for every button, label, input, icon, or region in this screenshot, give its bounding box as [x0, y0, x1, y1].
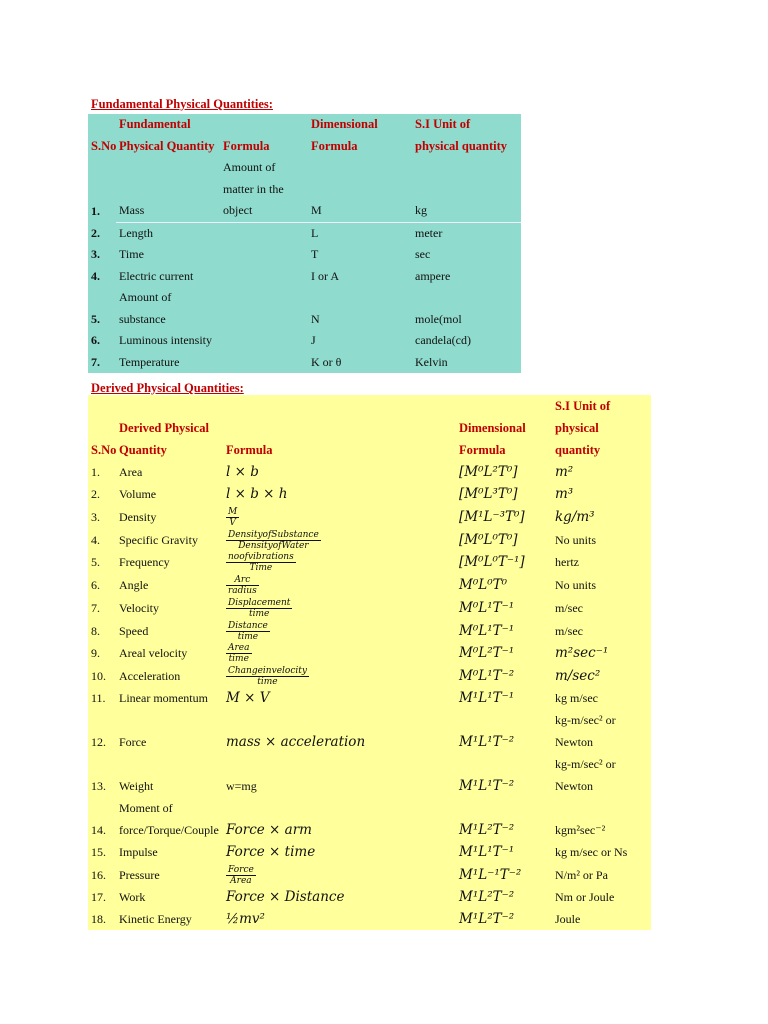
header-dimensional: Dimensional Formula [311, 117, 378, 153]
table-row [88, 908, 651, 930]
numerator: noofvibrations [228, 552, 294, 563]
table-row [88, 664, 651, 687]
formula-math: l × b [226, 464, 259, 480]
row-quantity: Kinetic Energy [119, 911, 192, 926]
row-quantity: Speed [119, 623, 149, 638]
row-dimensional: T [311, 247, 319, 261]
row-formula [220, 352, 308, 374]
row-quantity: Angle [119, 578, 149, 592]
dimensional-formula: M¹L¹T⁻¹ [459, 844, 515, 860]
unit-math: m/sec² [555, 668, 601, 684]
row-dimensional: I or A [311, 268, 339, 283]
row-unit: Kelvin [415, 354, 448, 369]
row-formula: w=mg [226, 779, 257, 793]
row-formula [223, 619, 456, 642]
row-dimensional [456, 886, 552, 908]
row-sno: 14. [91, 823, 106, 837]
numerator: Distance [228, 620, 268, 631]
fraction [226, 507, 239, 528]
row-sno: 16. [91, 867, 106, 882]
row-sno: 1. [91, 203, 100, 218]
row-dimensional [456, 573, 552, 596]
row-dimensional [456, 797, 552, 841]
fraction [226, 575, 259, 596]
row-quantity: Time [119, 247, 144, 261]
denominator: time [237, 631, 259, 642]
row-quantity: Electric current [119, 268, 194, 283]
row-formula [220, 222, 308, 244]
dimensional-formula: [M⁰L³T⁰] [459, 486, 518, 502]
row-dimensional [456, 908, 552, 930]
row-dimensional [456, 687, 552, 709]
row-quantity: Areal velocity [119, 646, 188, 661]
row-unit: hertz [555, 555, 579, 570]
row-formula [223, 709, 456, 753]
table-row [88, 157, 521, 222]
table-row [88, 886, 651, 908]
row-dimensional [456, 551, 552, 574]
formula-math: l × b × h [226, 486, 288, 502]
row-quantity: Specific Gravity [119, 532, 198, 547]
row-sno: 3. [91, 509, 100, 524]
header-unit: S.I Unit of physical quantity [555, 399, 611, 457]
row-formula [223, 886, 456, 908]
formula-math: Force × time [226, 844, 316, 860]
header-quantity: Derived Physical Quantity [119, 421, 209, 457]
row-formula [223, 841, 456, 863]
row-dimensional [456, 863, 552, 886]
row-dimensional: J [311, 333, 316, 347]
numerator: Force [228, 864, 254, 875]
table-row [88, 222, 521, 244]
header-unit: S.I Unit of physical quantity [415, 117, 508, 153]
table-row [88, 687, 651, 709]
row-dimensional: M [308, 157, 412, 222]
row-quantity: Frequency [119, 555, 170, 570]
row-sno: 15. [91, 845, 106, 859]
derived-header-row [88, 395, 651, 461]
row-dimensional [456, 483, 552, 505]
row-sno: 18. [91, 911, 106, 926]
table-row [88, 642, 651, 665]
header-formula: Formula [223, 138, 270, 153]
numerator: Area [228, 643, 250, 654]
row-quantity: Work [119, 889, 146, 904]
row-sno: 13. [91, 779, 106, 793]
row-formula [223, 483, 456, 505]
row-unit: kg-m/sec² or Newton [555, 713, 616, 749]
header-sno: S.No [91, 138, 116, 153]
row-formula [223, 573, 456, 596]
row-unit [552, 483, 651, 505]
row-dimensional [456, 596, 552, 619]
row-sno: 7. [91, 354, 100, 369]
dimensional-formula: M¹L¹T⁻¹ [459, 690, 515, 706]
row-formula [223, 863, 456, 886]
row-formula [223, 505, 456, 528]
row-unit: ampere [415, 268, 451, 283]
row-dimensional [456, 841, 552, 863]
dimensional-formula: M⁰L²T⁻¹ [459, 645, 515, 662]
row-unit: m/sec [555, 600, 583, 615]
dimensional-formula: [M⁰L²T⁰] [459, 464, 518, 480]
denominator: time [257, 677, 278, 687]
unit-math: m² [555, 464, 574, 480]
denominator: radius [228, 586, 257, 596]
row-unit: meter [415, 225, 443, 240]
row-unit: Nm or Joule [555, 889, 615, 904]
row-quantity: Amount of substance [119, 290, 172, 326]
row-sno: 9. [91, 646, 100, 661]
row-unit: No units [555, 532, 597, 547]
row-quantity: Weight [119, 779, 154, 793]
row-quantity: Temperature [119, 354, 180, 369]
header-dimensional: Dimensional Formula [459, 421, 526, 457]
row-quantity: Acceleration [119, 669, 181, 683]
numerator: Displacement [228, 597, 291, 608]
row-unit: candela(cd) [415, 333, 471, 347]
table-row [88, 841, 651, 863]
denominator: DensityofWater [238, 540, 309, 551]
formula-math: mass × acceleration [226, 734, 366, 750]
row-quantity: Force [119, 735, 147, 749]
row-sno: 4. [91, 532, 100, 547]
row-unit: kg [412, 157, 521, 222]
row-quantity: Length [119, 225, 153, 240]
table-row [88, 709, 651, 753]
row-sno: 4. [91, 268, 100, 283]
row-formula [223, 551, 456, 574]
row-sno: 1. [91, 465, 100, 479]
fundamental-quantities-table [88, 114, 521, 373]
row-quantity: Luminous intensity [119, 333, 212, 347]
dimensional-formula: M⁰L¹T⁻¹ [459, 622, 515, 639]
row-formula [220, 287, 308, 330]
row-unit: m/sec [555, 623, 583, 638]
header-sno: S.No [91, 443, 116, 457]
dimensional-formula: M¹L⁻¹T⁻² [459, 866, 522, 883]
row-unit [552, 461, 651, 483]
fraction [226, 666, 309, 687]
numerator: Arc [226, 575, 259, 586]
numerator: M [228, 506, 238, 517]
row-unit: kg-m/sec² or Newton [555, 757, 616, 793]
row-formula [223, 687, 456, 709]
table-row [88, 863, 651, 886]
denominator: time [249, 608, 270, 619]
dimensional-formula: [M⁰L⁰T⁰] [459, 531, 518, 548]
row-unit: No units [555, 578, 597, 592]
table-row [88, 505, 651, 528]
row-dimensional [456, 709, 552, 753]
row-quantity: Volume [119, 487, 157, 501]
row-dimensional [456, 642, 552, 665]
row-sno: 10. [91, 669, 106, 683]
row-formula [220, 330, 308, 352]
numerator: DensityofSubstance [228, 529, 319, 540]
row-sno: 8. [91, 623, 100, 638]
row-formula: Amount of matter in the object [220, 157, 308, 222]
table-row [88, 753, 651, 797]
row-formula [223, 461, 456, 483]
row-sno: 2. [91, 225, 100, 240]
row-dimensional: N [311, 311, 320, 326]
unit-math: kg/m³ [555, 508, 595, 525]
formula-math: ½mv² [226, 910, 265, 927]
row-dimensional: L [311, 225, 319, 240]
row-quantity: Velocity [119, 600, 159, 615]
dimensional-formula: M¹L²T⁻² [459, 910, 515, 927]
fraction [226, 552, 296, 573]
formula-math: Force × Distance [226, 888, 345, 905]
row-sno: 11. [91, 691, 106, 705]
dimensional-formula: M¹L¹T⁻² [459, 734, 515, 750]
row-dimensional [456, 528, 552, 551]
denominator: Area [230, 875, 252, 886]
row-sno: 6. [91, 333, 100, 347]
table-row [88, 287, 521, 330]
row-dimensional [456, 753, 552, 797]
row-sno: 7. [91, 600, 100, 615]
dimensional-formula: [M¹L⁻³T⁰] [459, 508, 525, 525]
row-quantity: Pressure [119, 867, 160, 882]
row-sno: 2. [91, 487, 100, 501]
row-formula [223, 596, 456, 619]
table-row [88, 483, 651, 505]
row-sno: 5. [91, 311, 100, 326]
row-quantity: Moment of force/Torque/Couple [119, 801, 219, 837]
table-row [88, 573, 651, 596]
row-unit [552, 642, 651, 665]
header-quantity: Fundamental Physical Quantity [119, 117, 215, 153]
row-unit: kg m/sec or Ns [555, 845, 628, 859]
fraction [226, 530, 321, 551]
row-formula [220, 244, 308, 266]
denominator: time [228, 654, 249, 665]
row-dimensional [456, 619, 552, 642]
row-formula [220, 266, 308, 288]
row-unit [552, 505, 651, 528]
dimensional-formula: M⁰L¹T⁻¹ [459, 599, 515, 616]
fraction [226, 643, 252, 664]
dimensional-formula: [M⁰L⁰T⁻¹] [459, 554, 525, 571]
denominator: Time [249, 563, 273, 574]
row-quantity: Impulse [119, 845, 158, 859]
fundamental-heading: Fundamental Physical Quantities: [91, 97, 273, 111]
row-dimensional [456, 505, 552, 528]
row-formula [223, 908, 456, 930]
row-unit: sec [415, 247, 431, 261]
row-quantity: Linear momentum [119, 691, 208, 705]
dimensional-formula: M⁰L¹T⁻² [459, 668, 515, 684]
dimensional-formula: M¹L²T⁻² [459, 822, 515, 838]
table-row [88, 330, 521, 352]
table-row [88, 797, 651, 841]
row-sno: 12. [91, 735, 106, 749]
row-sno: 17. [91, 889, 106, 904]
row-unit: N/m² or Pa [555, 867, 608, 882]
row-formula [223, 642, 456, 665]
row-dimensional [456, 664, 552, 687]
row-sno: 5. [91, 555, 100, 570]
fraction [226, 598, 292, 619]
unit-math: m²sec⁻¹ [555, 645, 609, 662]
formula-math: Force × arm [226, 822, 312, 838]
header-formula: Formula [226, 443, 273, 457]
table-row [88, 619, 651, 642]
table-row [88, 461, 651, 483]
row-formula [223, 664, 456, 687]
derived-heading: Derived Physical Quantities: [91, 381, 244, 395]
unit-math: m³ [555, 486, 574, 502]
formula-math: M × V [226, 690, 270, 706]
fraction [226, 865, 256, 886]
table-row [88, 352, 521, 374]
dimensional-formula: M⁰L⁰T⁰ [459, 577, 508, 593]
dimensional-formula: M¹L¹T⁻² [459, 778, 515, 794]
dimensional-formula: M¹L²T⁻² [459, 888, 515, 905]
row-quantity: Area [119, 465, 143, 479]
table-row [88, 244, 521, 266]
row-quantity: Density [119, 509, 157, 524]
row-unit: kgm²sec⁻² [555, 823, 606, 837]
row-dimensional: K or θ [311, 354, 342, 369]
row-sno: 3. [91, 247, 100, 261]
denominator: V [229, 517, 236, 528]
row-sno: 6. [91, 578, 100, 592]
fundamental-header-row [88, 114, 521, 157]
row-unit: Joule [555, 911, 581, 926]
table-row [88, 596, 651, 619]
row-formula [223, 528, 456, 551]
row-formula [223, 797, 456, 841]
table-row [88, 266, 521, 288]
fraction [226, 621, 270, 642]
table-row [88, 551, 651, 574]
row-unit [552, 664, 651, 687]
row-unit: mole(mol [415, 311, 462, 326]
row-unit: kg m/sec [555, 691, 598, 705]
numerator: Changeinvelocity [228, 666, 307, 676]
row-quantity: Mass [116, 157, 220, 222]
row-dimensional [456, 461, 552, 483]
derived-quantities-table [88, 395, 651, 930]
table-row [88, 528, 651, 551]
